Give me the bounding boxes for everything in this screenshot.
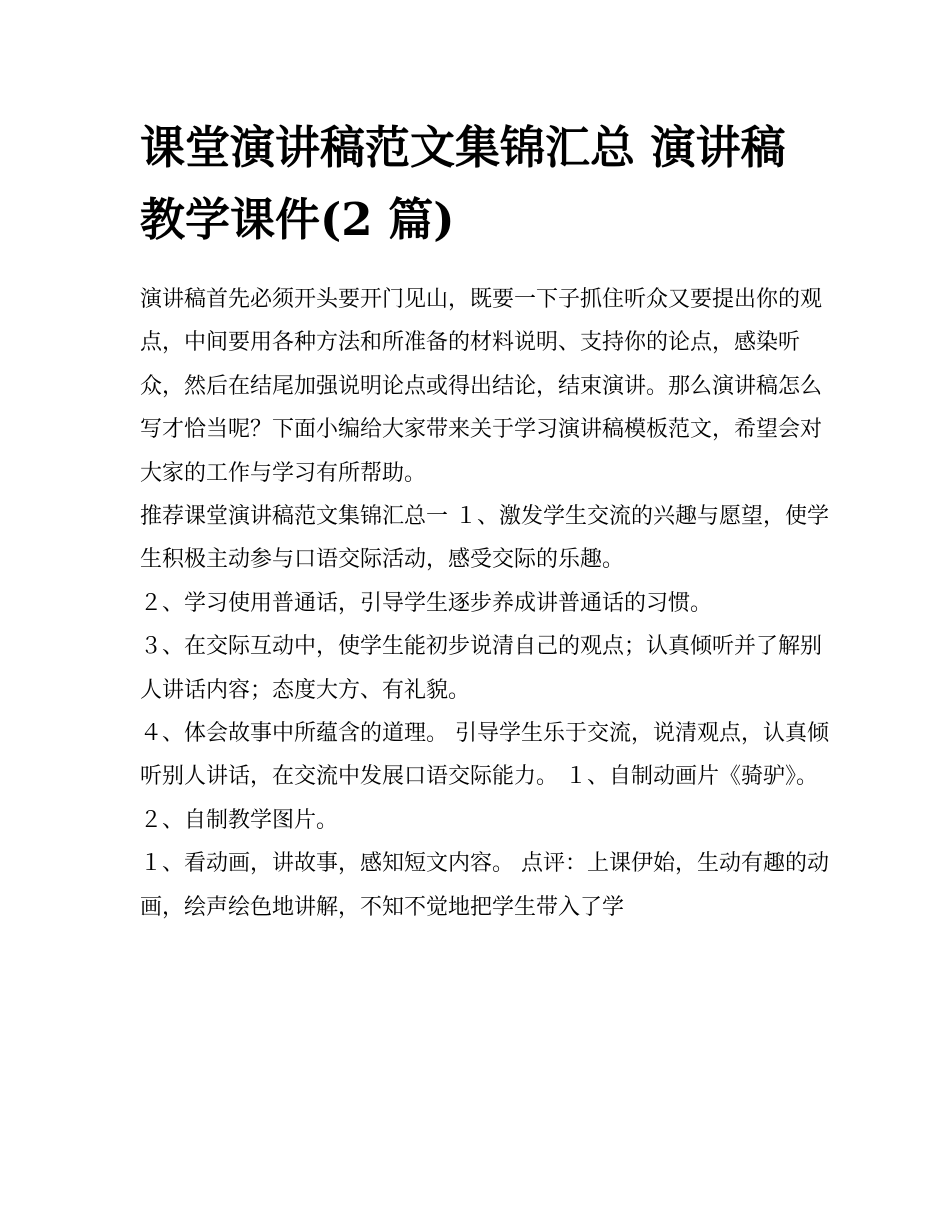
paragraph-goal-4: ４、体会故事中所蕴含的道理。 引导学生乐于交流，说清观点，认真倾听别人讲话，在交流中发展口语交际能力。 １、自制动画片《骑驴》。 ２、自制教学图片。	[140, 721, 829, 833]
paragraph-goal-1: 推荐课堂演讲稿范文集锦汇总一 １、激发学生交流的兴趣与愿望，使学生积极主动参与口语交际活动，感受交际的乐趣。	[140, 504, 829, 573]
paragraph-step-1: １、看动画，讲故事，感知短文内容。 点评：上课伊始，生动有趣的动画，绘声绘色地讲解，不知不觉地把学生带入了学	[140, 851, 829, 920]
document-title: 课堂演讲稿范文集锦汇总 演讲稿教学课件(2 篇)	[140, 121, 786, 246]
paragraph-goal-3: ３、在交际互动中，使学生能初步说清自己的观点；认真倾听并了解别人讲话内容；态度大方、有礼貌。	[140, 634, 823, 703]
document-body	[140, 278, 830, 929]
paragraph-goal-2: ２、学习使用普通话，引导学生逐步养成讲普通话的习惯。	[140, 590, 713, 616]
paragraph-intro: 演讲稿首先必须开头要开门见山，既要一下子抓住听众又要提出你的观点，中间要用各种方法和所准备的材料说明、支持你的论点，感染听众，然后在结尾加强说明论点或得出结论，结束演讲。那么演讲稿怎么写才恰当呢？下面小编给大家带来关于学习演讲稿模板范文，希望会对大家的工作与学习有所帮助。	[140, 287, 823, 486]
